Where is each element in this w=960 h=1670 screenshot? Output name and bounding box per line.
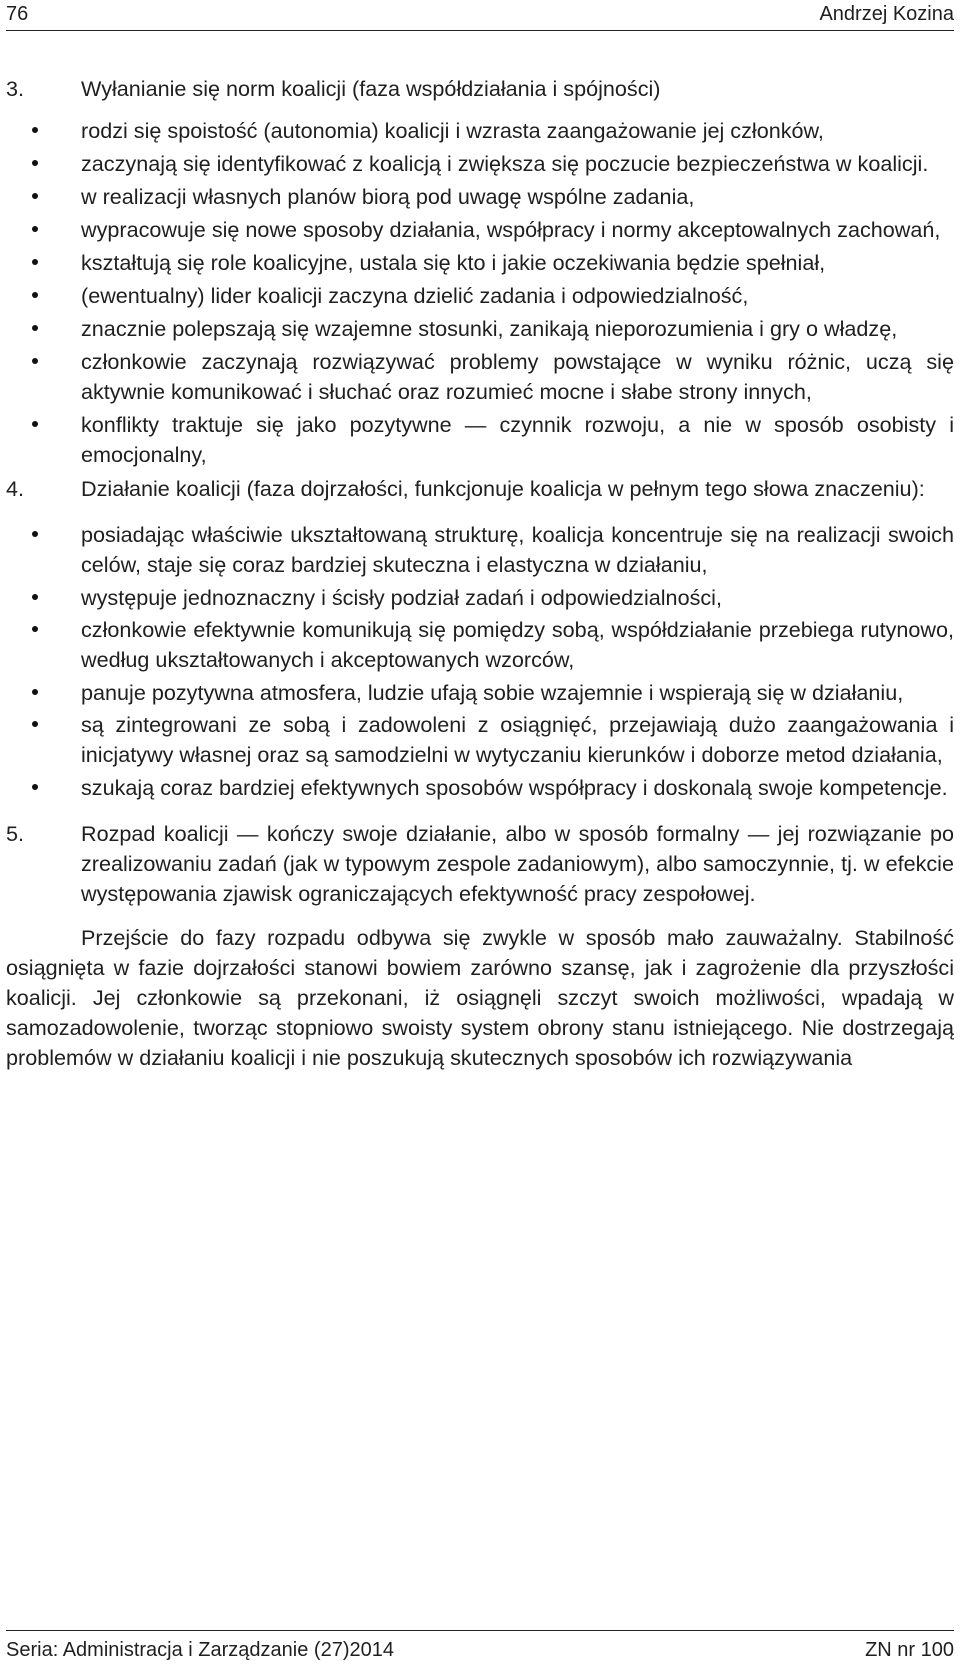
list-item: szukają coraz bardziej efektywnych sposobów współpracy i doskonalą swoje kompetencje. [81,773,954,803]
list-item: członkowie efektywnie komunikują się pomiędzy sobą, współdziałanie przebiega rutynowo, według ukształtowanych i akceptowanych wzorców, [81,615,954,675]
section-number: 5. [6,820,25,846]
section-text: Rozpad koalicji — kończy swoje działanie, albo w sposób formalny — jej rozwiązanie po zrealizowaniu zadań (jak w typowym zespole zadaniowym), albo samoczynnie, tj. w efekcie występowania zjawisk ograniczających efektywność pracy zespołowej. [81,820,954,906]
section-number: 3. [6,76,25,101]
body-paragraph: Przejście do fazy rozpadu odbywa się zwykle w sposób mało zauważalny. Stabilność osiągnięta w fazie dojrzałości stanowi bowiem zarówno szansę, jak i zagrożenie dla przyszłości koalicji. Jej członkowie są przekonani, iż osiągnęli szczyt swoich możliwości, wpadają w samozadowolenie, tworząc stopniowo swoisty system obrony stanu istniejącego. Nie dostrzegają problemów w działaniu koalicji i nie poszukują skutecznych sposobów ich rozwiązywania [6,924,954,1070]
section-title: Wyłanianie się norm koalicji (faza współdziałania i spójności) [81,76,661,101]
section-3 [6,74,954,470]
page-body [6,74,954,1073]
page-footer [6,1630,954,1670]
list-item: konflikty traktuje się jako pozytywne — czynnik rozwoju, a nie w sposób osobisty i emocjonalny, [81,410,954,470]
list-item: posiadając właściwie ukształtowaną strukturę, koalicja koncentruje się na realizacji swoich celów, staje się coraz bardziej skuteczna i elastyczna w działaniu, [81,520,954,580]
list-item: są zintegrowani ze sobą i zadowoleni z osiągnięć, przejawiają dużo zaangażowania i inicjatywy własnej oraz są samodzielni w wytyczaniu kierunków i doborze metod działania, [81,710,954,770]
list-item: zaczynają się identyfikować z koalicją i zwiększa się poczucie bezpieczeństwa w koalicji. [81,149,954,179]
section-4 [6,474,954,803]
section-number: 4. [6,476,25,501]
list-item: (ewentualny) lider koalicji zaczyna dzielić zadania i odpowiedzialność, [81,281,954,311]
list-item: kształtują się role koalicyjne, ustala się kto i jakie oczekiwania będzie spełniał, [81,248,954,278]
list-item: panuje pozytywna atmosfera, ludzie ufają sobie wzajemnie i wspierają się w działaniu, [81,678,954,708]
section-5 [6,819,954,909]
list-item: znacznie polepszają się wzajemne stosunki, zanikają nieporozumienia i gry o władzę, [81,314,954,344]
bullet-list [81,116,954,470]
footer-series: Seria: Administracja i Zarządzanie (27)2014 [6,1639,394,1661]
list-item: członkowie zaczynają rozwiązywać problemy powstające w wyniku różnic, uczą się aktywnie komunikować i słuchać oraz rozumieć mocne i słabe strony innych, [81,347,954,407]
section-title: Działanie koalicji (faza dojrzałości, funkcjonuje koalicja w pełnym tego słowa znaczeniu): [81,476,925,501]
list-item: wypracowuje się nowe sposoby działania, współpracy i normy akceptowalnych zachowań, [81,215,954,245]
bullet-list [81,520,954,803]
list-item: występuje jednoznaczny i ścisły podział zadań i odpowiedzialności, [81,583,954,613]
page-header [6,0,954,31]
list-item: rodzi się spoistość (autonomia) koalicji i wzrasta zaangażowanie jej członków, [81,116,954,146]
footer-issue: ZN nr 100 [865,1639,954,1661]
running-head-author: Andrzej Kozina [819,3,954,25]
page-number: 76 [6,3,29,25]
list-item: w realizacji własnych planów biorą pod uwagę wspólne zadania, [81,182,954,212]
